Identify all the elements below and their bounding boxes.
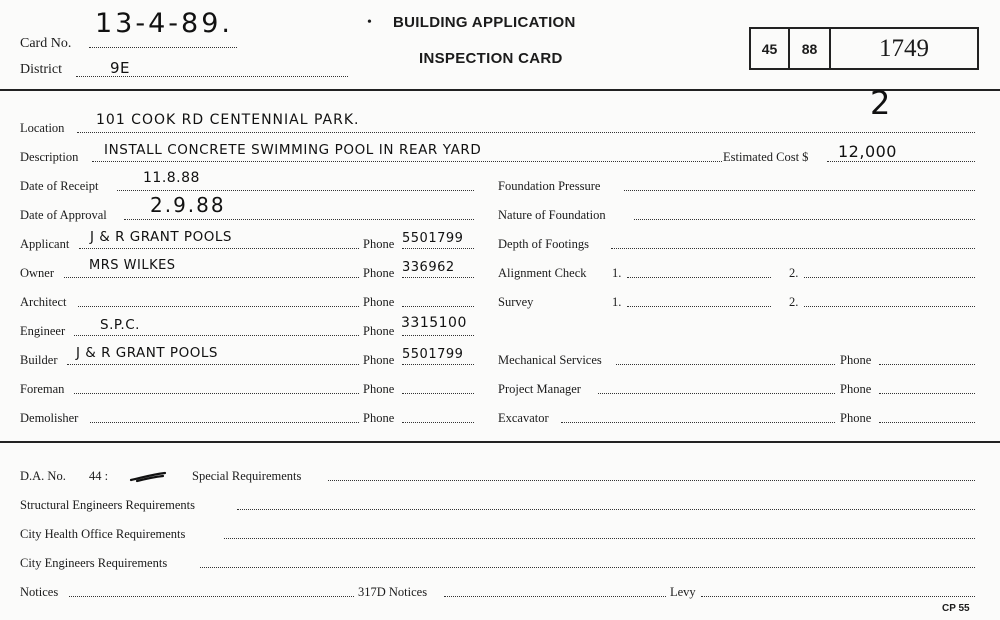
engineer-phone-label: Phone <box>363 324 395 338</box>
project-manager-label: Project Manager <box>498 382 581 396</box>
builder-value: J & R GRANT POOLS <box>76 345 218 361</box>
estimated-cost-label: Estimated Cost $ <box>723 150 809 164</box>
survey-1: 1. <box>612 295 622 309</box>
location-label: Location <box>20 121 65 135</box>
applicant-line <box>79 248 359 249</box>
da-no-value: 44 : <box>89 469 109 483</box>
foreman-label: Foreman <box>20 382 65 396</box>
mechanical-services-phone-label: Phone <box>840 353 872 367</box>
owner-label: Owner <box>20 266 55 280</box>
card-box-2-text: 88 <box>801 40 818 57</box>
da-no-label: D.A. No. <box>20 469 66 483</box>
alignment-check-2: 2. <box>789 266 799 280</box>
architect-line <box>78 306 359 307</box>
levy-line <box>701 596 975 597</box>
card-box-3-text: 1749 <box>879 34 929 62</box>
card-box-1-text: 45 <box>761 40 778 57</box>
project-manager-line <box>598 393 835 394</box>
architect-phone-line <box>402 306 474 307</box>
location-value: 101 COOK RD CENTENNIAL PARK. <box>96 112 360 128</box>
architect-phone-label: Phone <box>363 295 395 309</box>
engineer-line <box>74 335 359 336</box>
description-value: INSTALL CONCRETE SWIMMING POOL IN REAR YARD <box>104 142 482 158</box>
nature-of-foundation-label: Nature of Foundation <box>498 208 606 222</box>
excavator-label: Excavator <box>498 411 549 425</box>
corner-mark: 2 <box>870 84 891 122</box>
applicant-phone-label: Phone <box>363 237 395 251</box>
section-rule <box>0 441 1000 443</box>
excavator-phone-label: Phone <box>840 411 872 425</box>
bullet-dot: • <box>367 15 372 30</box>
survey-2: 2. <box>789 295 799 309</box>
date-of-approval-line <box>124 219 474 220</box>
health-requirements-line <box>224 538 975 539</box>
demolisher-label: Demolisher <box>20 411 79 425</box>
excavator-phone-line <box>879 422 975 423</box>
card-no-line <box>89 47 237 48</box>
demolisher-phone-label: Phone <box>363 411 395 425</box>
alignment-check-label: Alignment Check <box>498 266 587 280</box>
health-requirements-label: City Health Office Requirements <box>20 527 186 541</box>
date-of-receipt-label: Date of Receipt <box>20 179 99 193</box>
alignment-check-1: 1. <box>612 266 622 280</box>
mechanical-services-line <box>616 364 835 365</box>
card-box-1 <box>749 27 790 70</box>
engineer-phone-line <box>402 335 474 336</box>
foreman-line <box>74 393 359 394</box>
owner-value: MRS WILKES <box>89 258 176 273</box>
title-line-2: INSPECTION CARD <box>419 50 563 67</box>
special-requirements-line <box>328 480 975 481</box>
date-of-approval-value: 2.9.88 <box>150 193 226 217</box>
owner-phone-value: 336962 <box>402 260 455 275</box>
applicant-phone-value: 5501799 <box>402 231 464 246</box>
owner-phone-line <box>402 277 474 278</box>
builder-line <box>67 364 359 365</box>
structural-requirements-line <box>237 509 975 510</box>
date-of-receipt-value: 11.8.88 <box>143 170 200 186</box>
estimated-cost-line <box>827 161 975 162</box>
footer-code: CP 55 <box>942 603 970 614</box>
alignment-check-2-line <box>804 277 975 278</box>
title-line-1: BUILDING APPLICATION <box>393 14 576 31</box>
engineer-value: S.P.C. <box>100 317 140 333</box>
da-pen-mark-icon <box>127 469 171 485</box>
builder-phone-label: Phone <box>363 353 395 367</box>
engineer-label: Engineer <box>20 324 66 338</box>
date-of-receipt-line <box>117 190 474 191</box>
notices-317d-line <box>444 596 666 597</box>
engineer-phone-value: 3315100 <box>401 315 467 331</box>
card-box-3 <box>829 27 979 70</box>
builder-label: Builder <box>20 353 58 367</box>
notices-line <box>69 596 354 597</box>
project-manager-phone-line <box>879 393 975 394</box>
levy-label: Levy <box>670 585 696 599</box>
notices-label: Notices <box>20 585 59 599</box>
district-value: 9E <box>110 59 131 77</box>
card-box-2 <box>788 27 831 70</box>
project-manager-phone-label: Phone <box>840 382 872 396</box>
applicant-phone-line <box>402 248 474 249</box>
excavator-line <box>561 422 835 423</box>
applicant-label: Applicant <box>20 237 70 251</box>
card-no-label: Card No. <box>20 36 72 51</box>
architect-label: Architect <box>20 295 67 309</box>
mechanical-services-phone-line <box>879 364 975 365</box>
demolisher-line <box>90 422 359 423</box>
estimated-cost-value: 12,000 <box>838 142 897 161</box>
survey-1-line <box>627 306 771 307</box>
applicant-value: J & R GRANT POOLS <box>90 229 232 245</box>
structural-requirements-label: Structural Engineers Requirements <box>20 498 195 512</box>
foreman-phone-label: Phone <box>363 382 395 396</box>
foreman-phone-line <box>402 393 474 394</box>
nature-of-foundation-line <box>634 219 975 220</box>
foundation-pressure-label: Foundation Pressure <box>498 179 601 193</box>
card-no-value: 13-4-89. <box>95 8 233 39</box>
description-label: Description <box>20 150 79 164</box>
engineers-requirements-label: City Engineers Requirements <box>20 556 168 570</box>
date-of-approval-label: Date of Approval <box>20 208 107 222</box>
depth-of-footings-label: Depth of Footings <box>498 237 589 251</box>
mechanical-services-label: Mechanical Services <box>498 353 602 367</box>
builder-phone-line <box>402 364 474 365</box>
depth-of-footings-line <box>611 248 975 249</box>
demolisher-phone-line <box>402 422 474 423</box>
survey-2-line <box>804 306 975 307</box>
builder-phone-value: 5501799 <box>402 347 464 362</box>
survey-label: Survey <box>498 295 534 309</box>
special-requirements-label: Special Requirements <box>192 469 302 483</box>
alignment-check-1-line <box>627 277 771 278</box>
owner-line <box>64 277 359 278</box>
foundation-pressure-line <box>624 190 975 191</box>
header-rule <box>0 89 1000 91</box>
location-line <box>77 132 975 133</box>
engineers-requirements-line <box>200 567 975 568</box>
description-line <box>92 161 722 162</box>
owner-phone-label: Phone <box>363 266 395 280</box>
notices-317d-label: 317D Notices <box>358 585 428 599</box>
district-label: District <box>20 62 62 77</box>
